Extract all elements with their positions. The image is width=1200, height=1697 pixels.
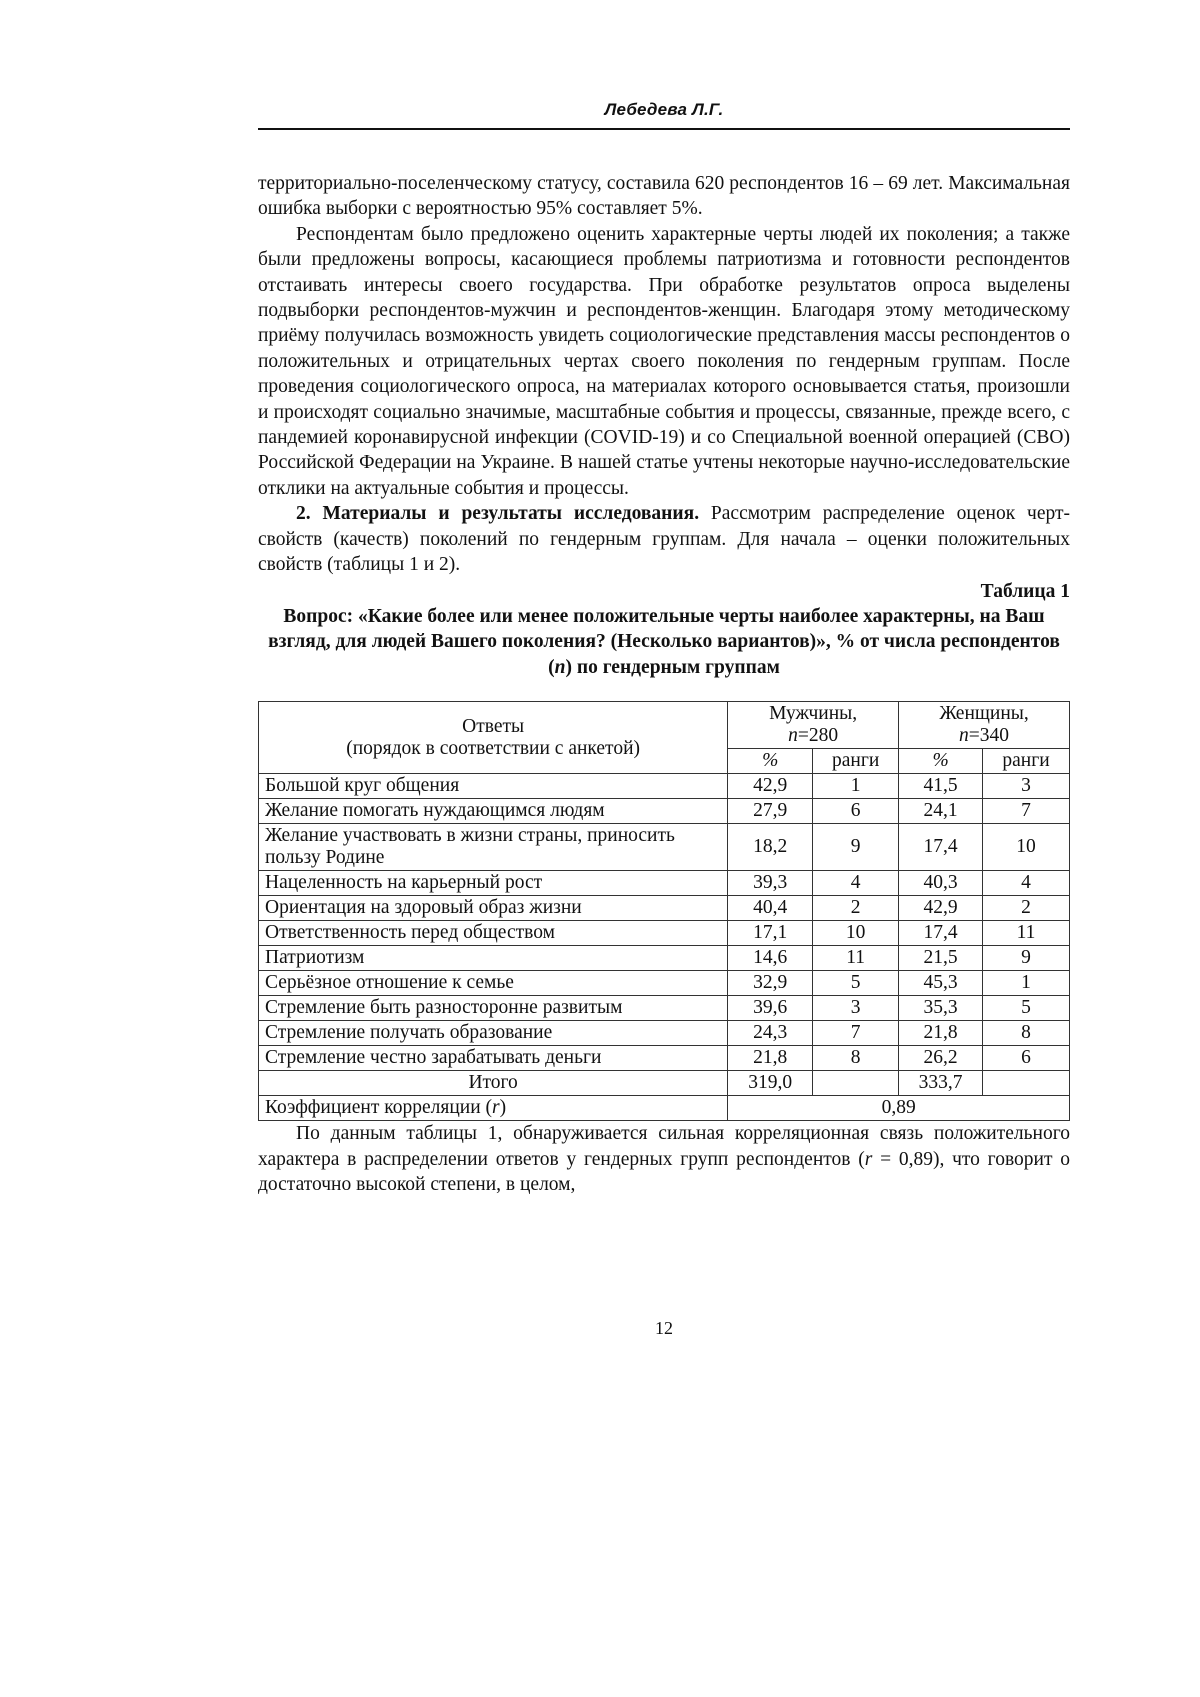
table-label: Таблица 1: [980, 580, 1070, 602]
men-rank-cell: 4: [813, 871, 899, 896]
women-rank-cell: 6: [983, 1046, 1070, 1071]
men-pct-cell: 18,2: [728, 824, 813, 871]
men-pct-cell: 42,9: [728, 774, 813, 799]
header-women: [899, 702, 1070, 749]
analysis-text: По данным таблицы 1, обнаруживается сильная корреляционная связь положительного характера в распределении ответов у гендерных групп респондентов (: [258, 1123, 1070, 1170]
answer-cell: Ответственность перед обществом: [259, 921, 728, 946]
women-pct-cell: 17,4: [899, 824, 983, 871]
women-pct-cell: 24,1: [899, 799, 983, 824]
men-rank-cell: 6: [813, 799, 899, 824]
women-pct-cell: 40,3: [899, 871, 983, 896]
answer-cell: Стремление получать образование: [259, 1021, 728, 1046]
table-row: [259, 896, 1070, 921]
men-pct-cell: 27,9: [728, 799, 813, 824]
table-total-row: [259, 1071, 1070, 1096]
paragraph-method: Респондентам было предложено оценить характерные черты людей их поколения; а также были предложены вопросы, касающиеся проблемы патриотизма и готовности респондентов отстаивать интересы своего государства. При обработке результатов опроса выделены подвыборки респондентов-мужчин и респондентов-женщин. Благодаря этому методическому приёму получилась возможность увидеть социологические представления массы респондентов о положительных и отрицательных чертах своего поколения по гендерным группам. После проведения социологического опроса, на материалах которого основывается статья, произошли и происходят социально значимые, масштабные события и процессы, связанные, прежде всего, с пандемией коронавирусной инфекции (COVID-19) и со Специальной военной операцией (СВО) Российской Федерации на Украине. В нашей статье учтены некоторые научно-исследовательские отклики на актуальные события и процессы.: [258, 223, 1070, 499]
answer-cell: Нацеленность на карьерный рост: [259, 871, 728, 896]
r-symbol: r: [864, 1148, 873, 1170]
header-men-pct: [728, 749, 813, 774]
answer-cell: Стремление быть разносторонне развитым: [259, 996, 728, 1021]
table-row: [259, 774, 1070, 799]
page-number: 12: [655, 1318, 673, 1338]
men-pct-cell: 39,3: [728, 871, 813, 896]
r-symbol: r: [492, 1097, 500, 1119]
total-label: Итого: [259, 1071, 728, 1096]
men-rank-cell: 9: [813, 824, 899, 871]
table-row: [259, 1046, 1070, 1071]
caption-text-end: ) по гендерным группам: [565, 656, 780, 678]
table-header-row: [259, 702, 1070, 749]
men-pct-cell: 39,6: [728, 996, 813, 1021]
men-rank-cell: 11: [813, 946, 899, 971]
men-pct-cell: 24,3: [728, 1021, 813, 1046]
n-symbol: n: [788, 725, 798, 747]
men-pct-cell: 32,9: [728, 971, 813, 996]
women-pct-cell: 35,3: [899, 996, 983, 1021]
men-pct-cell: 40,4: [728, 896, 813, 921]
women-rank-cell: 10: [983, 824, 1070, 871]
men-rank-cell: 8: [813, 1046, 899, 1071]
women-rank-cell: 3: [983, 774, 1070, 799]
women-rank-cell: 5: [983, 996, 1070, 1021]
header-women-title: Женщины,: [939, 703, 1029, 725]
women-rank-cell: 1: [983, 971, 1070, 996]
paragraph-section-2: [258, 501, 1070, 577]
table-body: [259, 774, 1070, 1071]
men-rank-cell: 7: [813, 1021, 899, 1046]
women-pct-cell: 42,9: [899, 896, 983, 921]
women-pct-cell: 17,4: [899, 921, 983, 946]
header-men-rank: ранги: [813, 749, 899, 774]
total-women-rank: [983, 1071, 1070, 1096]
table-row: [259, 871, 1070, 896]
correlation-label: [259, 1096, 728, 1121]
table-row: [259, 971, 1070, 996]
table-row: [259, 921, 1070, 946]
men-rank-cell: 1: [813, 774, 899, 799]
women-rank-cell: 7: [983, 799, 1070, 824]
header-answers: [259, 702, 728, 774]
header-answers-title: Ответы: [462, 715, 525, 737]
answer-cell: Стремление честно зарабатывать деньги: [259, 1046, 728, 1071]
header-rule: [258, 128, 1070, 130]
women-pct-cell: 21,8: [899, 1021, 983, 1046]
header-women-n: [905, 725, 1063, 747]
n-value: =340: [968, 725, 1010, 747]
analysis-text-end: = 0,89), что говорит о достаточно высокой степени, в целом,: [258, 1148, 1070, 1196]
caption-text: Вопрос: «Какие более или менее положительные черты наиболее характерны, на Ваш взгляд, для людей Вашего поколения? (Несколько вариантов)», % от числа респондентов (: [268, 605, 1060, 678]
men-rank-cell: 2: [813, 896, 899, 921]
total-women-pct: 333,7: [899, 1071, 983, 1096]
paragraph-sample: территориально-поселенческому статусу, составила 620 респондентов 16 – 69 лет. Максимальная ошибка выборки с вероятностью 95% составляет 5%.: [258, 173, 1070, 220]
men-pct-cell: 21,8: [728, 1046, 813, 1071]
header-women-pct: [899, 749, 983, 774]
header-men: [728, 702, 899, 749]
pct-label: %: [932, 750, 949, 772]
women-pct-cell: 26,2: [899, 1046, 983, 1071]
men-rank-cell: 5: [813, 971, 899, 996]
pct-label: %: [762, 750, 779, 772]
men-pct-cell: 14,6: [728, 946, 813, 971]
header-men-title: Мужчины,: [769, 703, 858, 725]
results-table: [258, 701, 1070, 1121]
answer-cell: Большой круг общения: [259, 774, 728, 799]
section-heading: 2. Материалы и результаты исследования.: [296, 503, 700, 525]
answer-cell: Ориентация на здоровый образ жизни: [259, 896, 728, 921]
section-intro-text: Рассмотрим распределение оценок черт-свойств (качеств) поколений по гендерным группам. Для начала – оценки положительных свойств (таблицы 1 и 2).: [258, 503, 1071, 576]
header-men-n: [734, 725, 892, 747]
paragraph-analysis: [258, 1121, 1070, 1197]
table-row: [259, 996, 1070, 1021]
men-rank-cell: 3: [813, 996, 899, 1021]
answer-cell: Серьёзное отношение к семье: [259, 971, 728, 996]
women-rank-cell: 8: [983, 1021, 1070, 1046]
women-rank-cell: 4: [983, 871, 1070, 896]
total-men-rank: [813, 1071, 899, 1096]
caption-n: n: [554, 656, 566, 678]
answer-cell: Патриотизм: [259, 946, 728, 971]
women-rank-cell: 9: [983, 946, 1070, 971]
running-head: Лебедева Л.Г.: [604, 100, 724, 119]
correlation-value: 0,89: [728, 1096, 1070, 1121]
men-rank-cell: 10: [813, 921, 899, 946]
answer-cell: Желание помогать нуждающимся людям: [259, 799, 728, 824]
correlation-label-text: Коэффициент корреляции (: [265, 1097, 492, 1119]
women-rank-cell: 11: [983, 921, 1070, 946]
men-pct-cell: 17,1: [728, 921, 813, 946]
header-women-rank: ранги: [983, 749, 1070, 774]
table-row: [259, 824, 1070, 871]
women-rank-cell: 2: [983, 896, 1070, 921]
n-value: =280: [797, 725, 839, 747]
table-row: [259, 1021, 1070, 1046]
answer-cell: Желание участвовать в жизни страны, приносить пользу Родине: [259, 824, 728, 871]
women-pct-cell: 45,3: [899, 971, 983, 996]
header-answers-note: (порядок в соответствии с анкетой): [346, 737, 641, 759]
women-pct-cell: 21,5: [899, 946, 983, 971]
table-correlation-row: [259, 1096, 1070, 1121]
table-row: [259, 799, 1070, 824]
total-men-pct: 319,0: [728, 1071, 813, 1096]
body-text: [258, 171, 1070, 1198]
women-pct-cell: 41,5: [899, 774, 983, 799]
table-row: [259, 946, 1070, 971]
correlation-label-end: ): [499, 1097, 507, 1119]
table-caption: [258, 604, 1070, 681]
n-symbol: n: [959, 725, 969, 747]
